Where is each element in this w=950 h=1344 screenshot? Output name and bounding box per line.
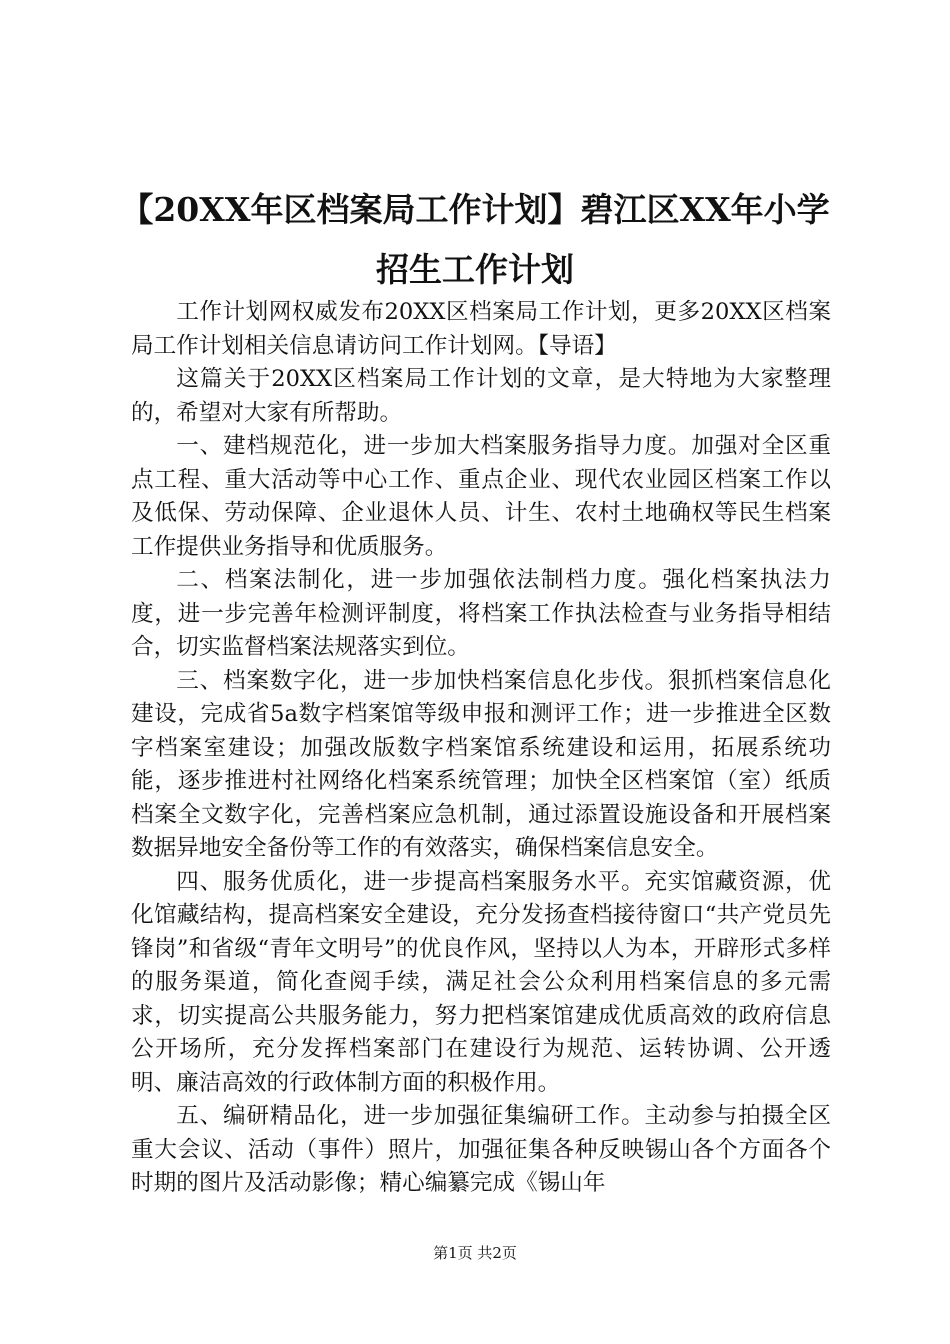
paragraph-preface: 这篇关于20XX区档案局工作计划的文章，是大特地为大家整理的，希望对大家有所帮助。	[131, 366, 831, 426]
paragraph-section-3: 三、档案数字化，进一步加快档案信息化步伐。狠抓档案信息化建设，完成省5a数字档案馆等级申报和测评工作；进一步推进全区数字档案室建设；加强改版数字档案馆系统建设和运用，拓展系统功能，逐步推进村社网络化档案系统管理；加快全区档案馆（室）纸质档案全文数字化，完善档案应急机制，通过添置设施设备和开展档案数据异地安全备份等工作的有效落实，确保档案信息安全。	[131, 667, 831, 861]
document-body	[131, 296, 831, 1201]
document-title: 【20XX年区档案局工作计划】碧江区XX年小学招生工作计划	[120, 190, 830, 289]
paragraph-section-2: 二、档案法制化，进一步加强依法制档力度。强化档案执法力度，进一步完善年检测评制度，将档案工作执法检查与业务指导相结合，切实监督档案法规落实到位。	[131, 567, 831, 660]
paragraph-section-5: 五、编研精品化，进一步加强征集编研工作。主动参与拍摄全区重大会议、活动（事件）照片，加强征集各种反映锡山各个方面各个时期的图片及活动影像；精心编纂完成《锡山年	[131, 1103, 831, 1196]
paragraph-section-4: 四、服务优质化，进一步提高档案服务水平。充实馆藏资源，优化馆藏结构，提高档案安全建设，充分发扬查档接待窗口“共产党员先锋岗”和省级“青年文明号”的优良作风，坚持以人为本，开辟形式多样的服务渠道，简化查阅手续，满足社会公众利用档案信息的多元需求，切实提高公共服务能力，努力把档案馆建成优质高效的政府信息公开场所，充分发挥档案部门在建设行为规范、运转协调、公开透明、廉洁高效的行政体制方面的积极作用。	[131, 868, 831, 1096]
paragraph-section-1: 一、建档规范化，进一步加大档案服务指导力度。加强对全区重点工程、重大活动等中心工作、重点企业、现代农业园区档案工作以及低保、劳动保障、企业退休人员、计生、农村土地确权等民生档案工作提供业务指导和优质服务。	[131, 433, 831, 560]
paragraph-intro: 工作计划网权威发布20XX区档案局工作计划，更多20XX区档案局工作计划相关信息请访问工作计划网。【导语】	[131, 299, 831, 359]
page-number-footer: 第1页 共2页	[433, 1244, 517, 1262]
